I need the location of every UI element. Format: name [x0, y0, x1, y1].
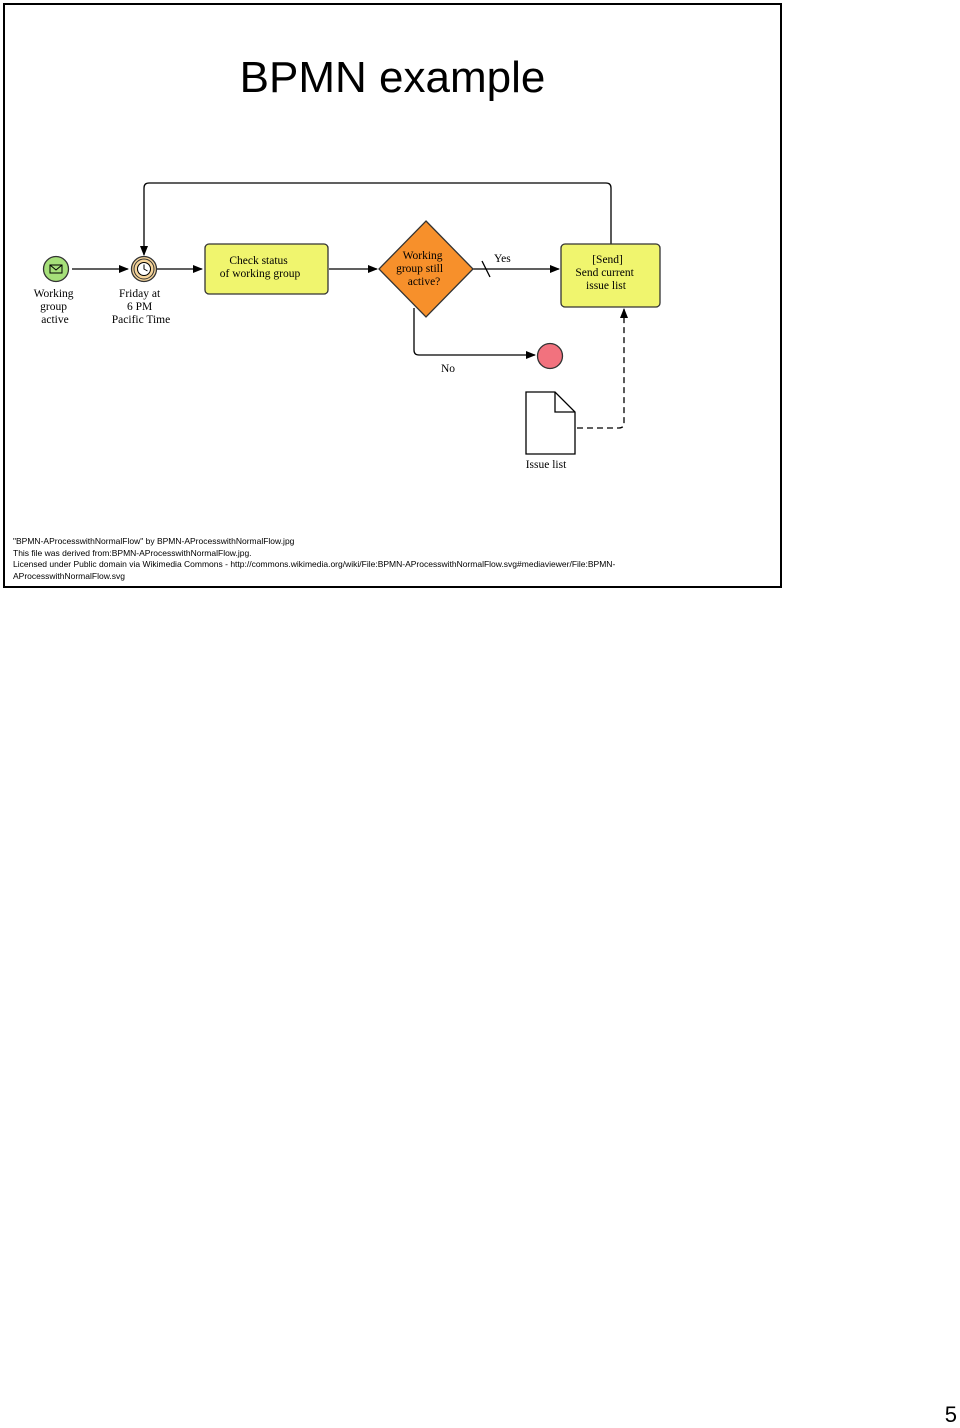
task-send-issue-list-label: [Send] Send current issue list: [575, 254, 634, 292]
image-credit: [13, 536, 713, 582]
data-object-label: Issue list: [525, 459, 567, 471]
gateway-label: Working group still active?: [396, 250, 444, 288]
data-object-issue-list: [526, 392, 575, 454]
start-event-label: Working group active: [33, 288, 74, 326]
credit-line: AProcesswithNormalFlow.svg: [13, 570, 125, 581]
page-number: 5: [944, 1402, 957, 1427]
flow-yes-label: Yes: [494, 253, 511, 265]
data-association: [577, 309, 624, 428]
flow-no: [414, 308, 535, 355]
clock-icon: [138, 263, 151, 276]
flow-no-label: No: [441, 363, 456, 375]
task-check-status-label: Check status of working group: [219, 255, 301, 280]
end-event: [538, 344, 563, 369]
credit-line: Licensed under Public domain via Wikimedia Commons - http://commons.wikimedia.org/wiki/File:BPMN-AProcesswithNormalFlow.svg#mediaviewer/File:BPMN-: [13, 559, 616, 570]
slide-title: BPMN example: [239, 53, 546, 102]
slide: [3, 3, 782, 588]
credit-line: This file was derived from:BPMN-AProcesswithNormalFlow.jpg.: [13, 547, 252, 558]
timer-event-label: Friday at 6 PM Pacific Time: [111, 288, 171, 326]
bpmn-diagram: [5, 5, 780, 586]
start-event: [44, 257, 69, 282]
credit-line: "BPMN-AProcesswithNormalFlow" by BPMN-AProcesswithNormalFlow.jpg: [13, 536, 295, 546]
